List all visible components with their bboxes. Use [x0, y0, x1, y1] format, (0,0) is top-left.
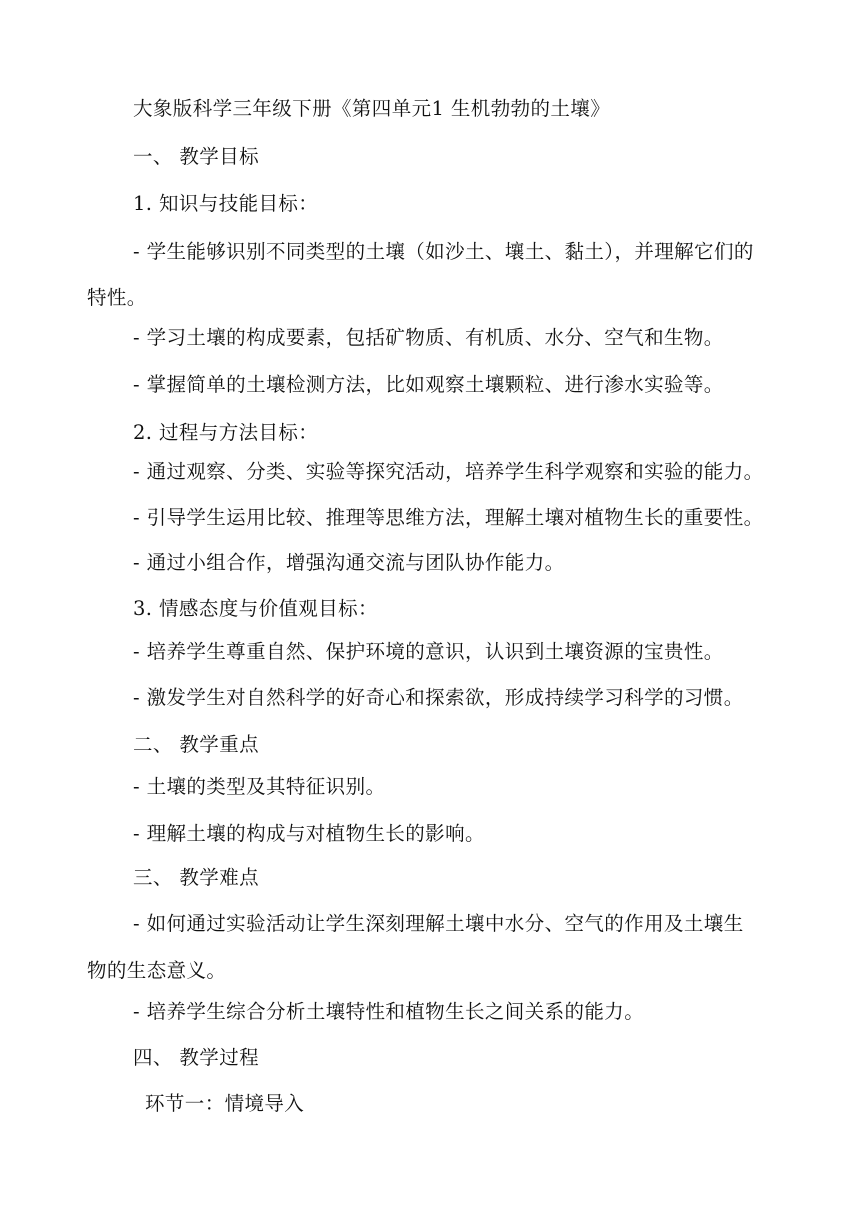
paragraph-line: - 土壤的类型及其特征识别。	[133, 775, 386, 798]
paragraph-line: 物的生态意义。	[87, 959, 227, 982]
subheading-attitude-values: 3. 情感态度与价值观目标：	[133, 597, 378, 620]
paragraph-line: - 通过观察、分类、实验等探究活动，培养学生科学观察和实验的能力。	[133, 460, 764, 483]
paragraph-line: - 学习土壤的构成要素，包括矿物质、有机质、水分、空气和生物。	[133, 326, 724, 349]
paragraph-line: - 培养学生尊重自然、保护环境的意识，认识到土壤资源的宝贵性。	[133, 640, 724, 663]
paragraph-line: - 掌握简单的土壤检测方法，比如观察土壤颗粒、进行渗水实验等。	[133, 373, 724, 396]
paragraph-line: - 激发学生对自然科学的好奇心和探索欲，形成持续学习科学的习惯。	[133, 686, 744, 709]
paragraph-line: - 引导学生运用比较、推理等思维方法，理解土壤对植物生长的重要性。	[133, 506, 764, 529]
subheading-process-methods: 2. 过程与方法目标：	[133, 421, 319, 444]
section-heading-difficulties: 三、 教学难点	[133, 866, 259, 889]
paragraph-line: - 如何通过实验活动让学生深刻理解土壤中水分、空气的作用及土壤生	[133, 912, 744, 935]
section-heading-process: 四、 教学过程	[133, 1046, 259, 1069]
document-title: 大象版科学三年级下册《第四单元1 生机勃勃的土壤》	[133, 97, 611, 120]
paragraph-line: 特性。	[87, 286, 147, 309]
paragraph-line: - 培养学生综合分析土壤特性和植物生长之间关系的能力。	[133, 1000, 645, 1023]
subheading-knowledge-skills: 1. 知识与技能目标：	[133, 192, 319, 215]
section-heading-objectives: 一、 教学目标	[133, 145, 259, 168]
paragraph-line: - 学生能够识别不同类型的土壤（如沙土、壤土、黏土），并理解它们的	[133, 240, 754, 263]
paragraph-line: - 理解土壤的构成与对植物生长的影响。	[133, 822, 485, 845]
paragraph-line: - 通过小组合作，增强沟通交流与团队协作能力。	[133, 551, 565, 574]
subheading-stage-one: 环节一：情境导入	[145, 1092, 305, 1115]
section-heading-key-points: 二、 教学重点	[133, 733, 259, 756]
